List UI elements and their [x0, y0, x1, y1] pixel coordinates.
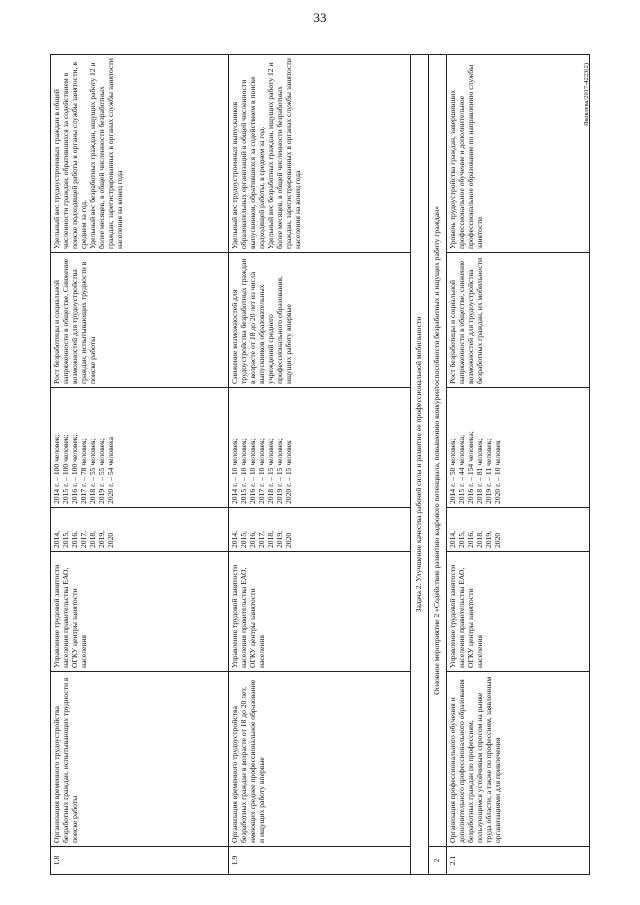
task-heading: Задача 2. Улучшение качества рабочей силы и развитие ее профессиональной мобильности	[411, 55, 429, 875]
indicator-cell: Удельный вес трудоустроенных граждан в общей численности граждан, обратившихся за содействием в поиске подходящей работы в органы службы занятости, в среднем за год. Удельный вес безработных граждан, ищущих работу 12 и более месяцев, в общей численности безработных граждан, зарегистрированных в органах службы занятости населения на конец года	[51, 55, 229, 253]
document-footer-code: Яковлева/2017-4223(2)	[583, 63, 590, 126]
years-cell: 2014, 2015, 2016, 2018, 2019, 2020	[447, 508, 590, 552]
executor-cell: Управление трудовой занятости населения правительства ЕАО, ОГКУ центры занятости населения	[229, 552, 411, 672]
executor-cell: Управление трудовой занятости населения правительства ЕАО, ОГКУ центры занятости населения	[447, 552, 590, 672]
targets-cell: 2014 г. – 50 человек; 2015 г. – 44 человека; 2016 г. – 154 человека; 2018 г. – 81 человек; 2019 г. – 11 человек; 2020 г. – 10 человек	[447, 388, 590, 508]
years-cell: 2014, 2015, 2016, 2017, 2018, 2019, 2020	[229, 508, 411, 552]
targets-cell: 2014 г. – 10 человек; 2015 г. – 10 человек; 2016 г. – 10 человек; 2017 г. – 10 человек; 2018 г. – 15 человек; 2019 г. – 15 человек; 2020 г. – 15 человек	[229, 388, 411, 508]
task-heading-row	[411, 55, 429, 875]
page-number: 33	[313, 10, 327, 25]
activity-row	[429, 55, 447, 875]
row-number: 2.1	[447, 847, 590, 875]
event-cell: Организация временного трудоустройства безработных граждан в возрасте от 18 до 20 лет, имеющих среднее профессиональное образование и ищущих работу впервые	[229, 672, 411, 847]
years-cell: 2014, 2015, 2016, 2017, 2018, 2019, 2020	[51, 508, 229, 552]
row-number: 1.8	[51, 847, 229, 875]
row-number: 1.9	[229, 847, 411, 875]
table-row-1-8	[51, 55, 229, 875]
executor-cell: Управление трудовой занятости населения правительства ЕАО, ОГКУ центры занятости населения	[51, 552, 229, 672]
activity-title: Основное мероприятие 2 «Содействие развитию кадрового потенциала, повышению конкурентоспособности безработных и ищущих работу граждан»	[429, 55, 447, 847]
event-cell: Организация временного трудоустройства безработных граждан, испытывающих трудности в поиске работы	[51, 672, 229, 847]
indicator-cell: Уровень трудоустройства граждан, завершивших профессиональное обучение и дополнительное профессиональное образование по направлению службы занятости	[447, 55, 590, 253]
indicator-cell: Удельный вес трудоустроенных выпускников образовательных организаций в общей численности выпускников, обратившихся за содействием в поиске подходящей работы, в среднем за год. Удельный вес безработных граждан, ищущих работу 12 и более месяцев, в общей численности безработных граждан, зарегистрированных в органах службы занятости населения на конец года	[229, 55, 411, 253]
result-cell: Снижение возможностей для трудоустройства безработных граждан в возрасте от 18 до 20 лет из числа выпускников образовательных учреждений среднего профессионального образования, ищущих работу впервые	[229, 253, 411, 388]
result-cell: Рост безработицы и социальной напряженности в обществе, снижение возможностей для трудоустройства безработных граждан, их мобильности	[447, 253, 590, 388]
targets-cell: 2014 г. – 100 человек; 2015 г. – 100 человек; 2016 г. – 100 человек; 2017 г. – 78 человек; 2018 г. – 55 человек; 2019 г. – 55 человек; 2020 г. – 54 человека	[51, 388, 229, 508]
activity-number: 2	[429, 847, 447, 875]
table-row-2-1	[447, 55, 590, 875]
event-cell: Организация профессионального обучения и дополнительного профессионального образования безработных граждан по профессиям, пользующимся устойчивым спросом на рынке труда области, а также по профессиям, заявленным организациями для привлечения	[447, 672, 590, 847]
rotated-table-container	[50, 55, 590, 875]
table-row-1-9	[229, 55, 411, 875]
result-cell: Рост безработицы и социальной напряженности в обществе. Снижение возможностей для трудоустройства граждан, испытывающих трудности в поиске работы	[51, 253, 229, 388]
program-table	[50, 54, 590, 875]
